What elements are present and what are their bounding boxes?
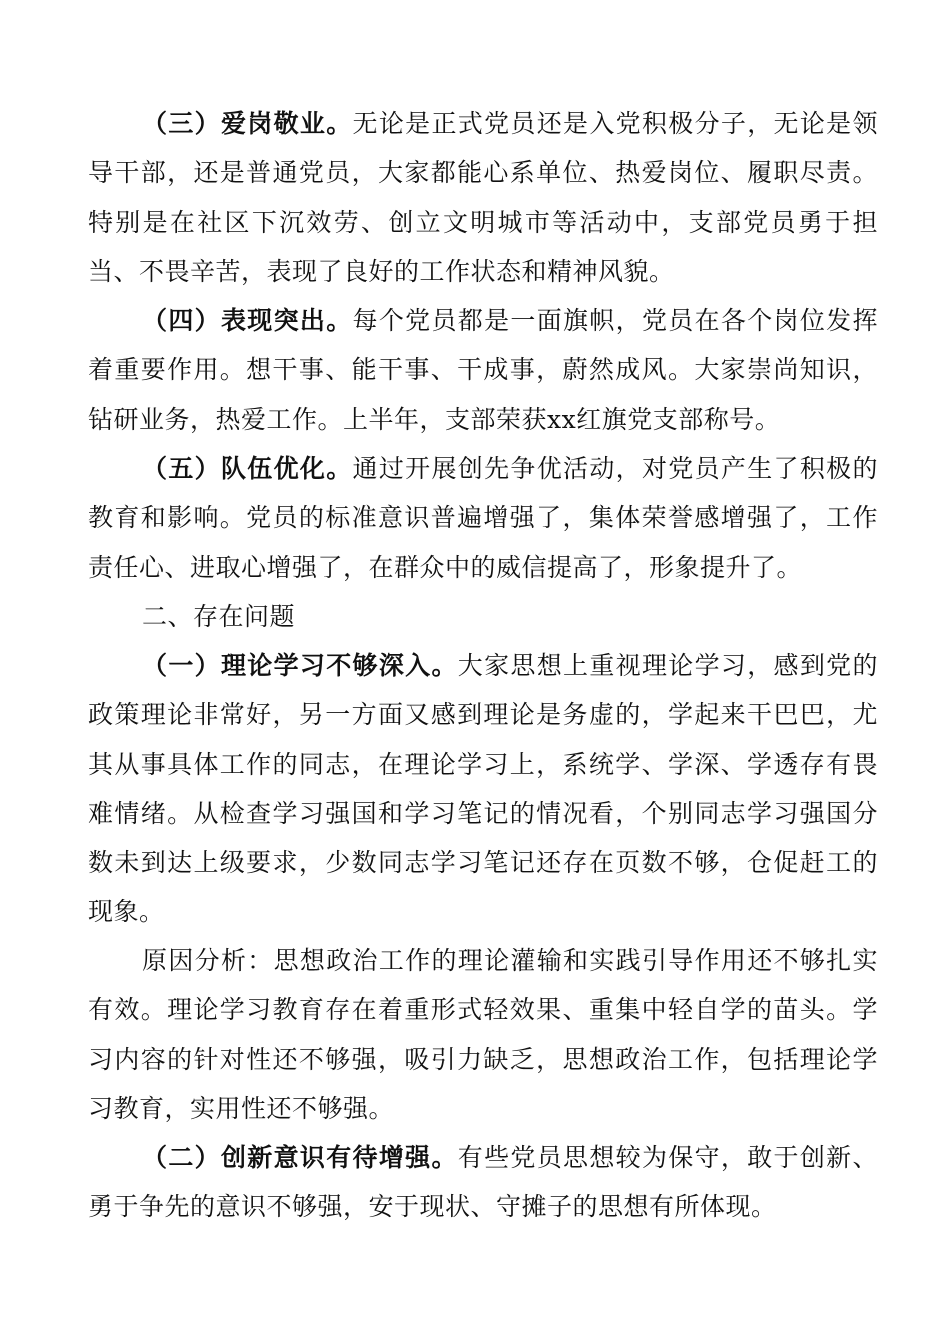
paragraph-love-job: [88, 99, 878, 296]
paragraph-text: 无论是正式党员还是入党积极分子，无论是领导干部，还是普通党员，大家都能心系单位、热爱岗位、履职尽责。特别是在社区下沉效劳、创立文明城市等活动中，支部党员勇于担当、不畏辛苦，表现了良好的工作状态和精神风貌。: [88, 109, 878, 286]
paragraph-heading: （一）理论学习不够深入。: [142, 651, 458, 680]
paragraph-text: 原因分析：思想政治工作的理论灌输和实践引导作用还不够扎实有效。理论学习教育存在着重形式轻效果、重集中轻自学的苗头。学习内容的针对性还不够强，吸引力缺乏，思想政治工作，包括理论学习教育，实用性还不够强。: [88, 946, 878, 1123]
section-heading-problems: [88, 592, 878, 641]
paragraph-text: 有些党员思想较为保守，敢于创新、勇于争先的意识不够强，安于现状、守摊子的思想有所体现。: [88, 1143, 878, 1222]
paragraph-heading: （五）队伍优化。: [142, 454, 353, 483]
paragraph-innovation: [88, 1133, 878, 1232]
paragraph-cause-analysis: [88, 936, 878, 1133]
section-title: 二、存在问题: [142, 602, 296, 631]
paragraph-team-optimization: [88, 444, 878, 592]
paragraph-theory-study: [88, 641, 878, 937]
paragraph-heading: （二）创新意识有待增强。: [142, 1143, 458, 1172]
paragraph-heading: （三）爱岗敬业。: [142, 109, 353, 138]
paragraph-text: 通过开展创先争优活动，对党员产生了积极的教育和影响。党员的标准意识普遍增强了，集体荣誉感增强了，工作责任心、进取心增强了，在群众中的威信提高了，形象提升了。: [88, 454, 878, 582]
paragraph-text: 大家思想上重视理论学习，感到党的政策理论非常好，另一方面又感到理论是务虚的，学起来干巴巴，尤其从事具体工作的同志，在理论学习上，系统学、学深、学透存有畏难情绪。从检查学习强国和学习笔记的情况看，个别同志学习强国分数未到达上级要求，少数同志学习笔记还存在页数不够，仓促赶工的现象。: [88, 651, 878, 927]
paragraph-text: 每个党员都是一面旗帜，党员在各个岗位发挥着重要作用。想干事、能干事、干成事，蔚然成风。大家崇尚知识，钻研业务，热爱工作。上半年，支部荣获xx红旗党支部称号。: [88, 306, 878, 434]
paragraph-heading: （四）表现突出。: [142, 306, 353, 335]
paragraph-outstanding: [88, 296, 878, 444]
